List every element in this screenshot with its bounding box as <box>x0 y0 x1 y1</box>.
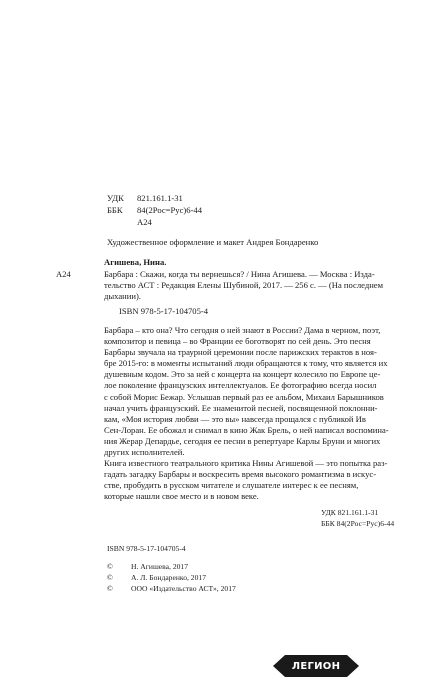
annotation-line: Барбара – кто она? Что сегодня о ней знают в России? Дама в черном, поэт, <box>104 325 381 335</box>
copyright-text: Н. Агишева, 2017 <box>131 562 189 571</box>
annotation-line: бре 2015-го: в моменты испытаний люди обращаются к тому, что является их <box>104 358 388 369</box>
annotation-line: Барбары звучала на траурной церемонии после парижских терактов в ноя- <box>104 347 377 358</box>
annotation-line: стве, пробудить в русском читателе и слушателе интерес к ее песням, <box>104 480 359 491</box>
copyright-text: А. Л. Бондаренко, 2017 <box>131 573 206 582</box>
publisher-logo-icon <box>285 655 347 677</box>
udk-bottom: УДК 821.161.1-31 <box>321 508 379 517</box>
bbk-label: ББК <box>107 205 123 215</box>
isbn-bottom: ISBN 978-5-17-104705-4 <box>107 544 186 553</box>
annotation <box>104 325 394 503</box>
publisher-logo-text: ЛЕГИОН <box>291 660 341 672</box>
isbn-top: ISBN 978-5-17-104705-4 <box>119 306 209 316</box>
bib-line-2: тельство АСТ : Редакция Елены Шубиной, 2017. — 256 с. — (На последнем <box>104 280 384 290</box>
bbk-value: 84(2Рос=Рус)6-44 <box>137 205 202 215</box>
design-credit: Художественное оформление и макет Андрея Бондаренко <box>107 237 319 247</box>
annotation-line: других исполнителей. <box>104 447 185 458</box>
annotation-line: ния Жерар Депардье, сегодня ее песни в репертуаре Карлы Бруни и многих <box>104 435 381 446</box>
annotation-line: Сен-Лоран. Ее обожал и снимал в кино Жак Брель, о ней написал воспомина- <box>104 424 389 435</box>
annotation-line: кам, «Моя история любви — это вы» навсегда прощался с публикой Ив <box>104 413 366 424</box>
bib-line-1: Барбара : Скажи, когда ты вернешься? / Нина Агишева. — Москва : Изда- <box>104 269 375 279</box>
copyright-text: ООО «Издательство АСТ», 2017 <box>131 584 236 593</box>
annotation-line: начал учить французский. Ее знаменитой песней, посвященной поклонни- <box>104 402 378 413</box>
author-sign-left: А24 <box>56 269 71 279</box>
author-sign-top: А24 <box>137 217 152 227</box>
udk-label: УДК <box>107 193 124 203</box>
annotation-line: душевным кодом. Это за ней с концерта на концерт колесило по Европе це- <box>104 369 381 380</box>
annotation-line: гадать загадку Барбары и воскресить время высокого романтизма в искус- <box>104 469 377 480</box>
publisher-logo-left-notch <box>273 655 285 677</box>
annotation-line: которые нашли свое место и в новом веке. <box>104 491 259 502</box>
author-heading: Агишева, Нина. <box>104 257 167 267</box>
bib-line-3: дыхании). <box>104 291 141 301</box>
annotation-line: с собой Морис Бежар. Услышав первый раз ее альбом, Михаил Барышников <box>104 391 384 402</box>
udk-value: 821.161.1-31 <box>137 193 183 203</box>
annotation-line: композитор и певица – во Франции ее боготворят по сей день. Это песня <box>104 336 371 347</box>
annotation-line: Книга известного театрального критика Нины Агишевой — это попытка раз- <box>104 458 388 469</box>
bbk-bottom: ББК 84(2Рос=Рус)6-44 <box>321 519 395 528</box>
copyright-symbol: © <box>107 573 113 582</box>
copyright-symbol: © <box>107 562 113 571</box>
annotation-line: лое поколение французских интеллектуалов. Ее фотографию всегда носил <box>104 380 377 391</box>
copyright-symbol: © <box>107 584 113 593</box>
publisher-logo-right-notch <box>347 655 359 677</box>
